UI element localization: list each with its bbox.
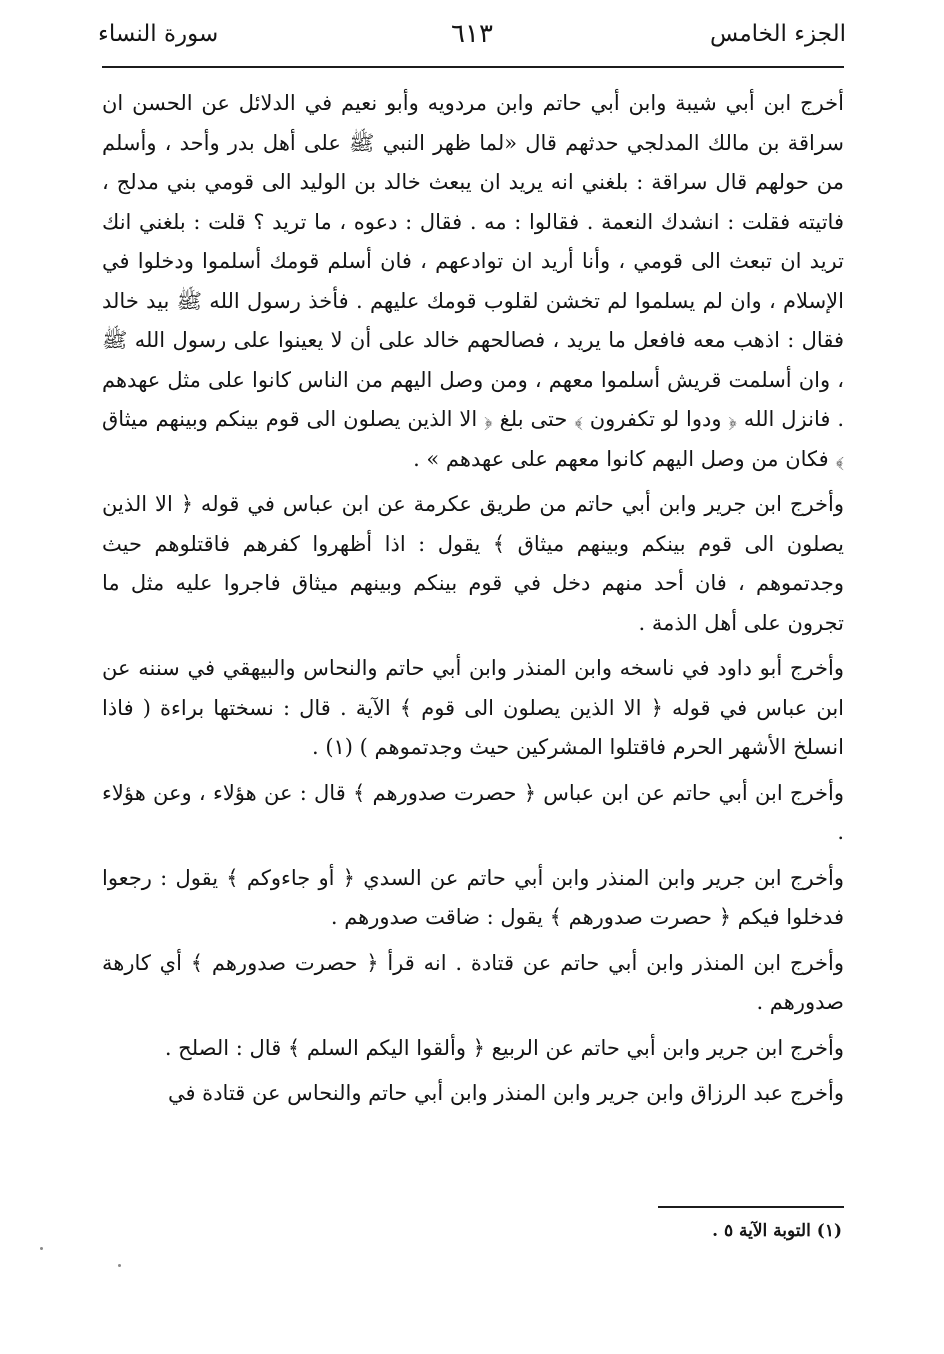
part-title: الجزء الخامس xyxy=(710,21,846,47)
paragraph: أخرج ابن أبي شيبة وابن أبي حاتم وابن مردويه وأبو نعيم في الدلائل عن الحسن ان سراقة بن مالك المدلجي حدثهم قال «لما ظهر النبي ﷺ على أهل بدر وأحد ، وأسلم من حولهم قال سراقة : بلغني انه يريد ان يبعث خالد بن الوليد الى قومي بني مدلج ، فاتيته فقلت : انشدك النعمة . فقالوا : مه . فقال : دعوه ، ما تريد ؟ قلت : بلغني انك تريد ان تبعث الى قومي ، وأنا أريد ان توادعهم ، فان أسلم قومك أسلموا ودخلوا في الإسلام ، وان لم يسلموا لم تخشن لقلوب قومك عليهم . فأخذ رسول الله ﷺ بيد خالد فقال : اذهب معه فافعل ما يريد ، فصالحهم خالد على أن لا يعينوا على رسول الله ﷺ ، وان أسلمت قريش أسلموا معهم ، ومن وصل اليهم من الناس كانوا على مثل عهدهم . فانزل الله ﴿ ودوا لو تكفرون ﴾ حتى بلغ ﴿ الا الذين يصلون الى قوم بينكم وبينهم ميثاق ﴾ فكان من وصل اليهم كانوا معهم على عهدهم » . xyxy=(102,91,844,471)
header-divider xyxy=(102,66,844,68)
scan-speck xyxy=(40,1247,43,1250)
paragraph: وأخرج ابن جرير وابن أبي حاتم عن الربيع ﴿ وألقوا اليكم السلم ﴾ قال : الصلح . xyxy=(164,1035,844,1060)
scan-speck xyxy=(118,1264,121,1267)
paragraph: وأخرج ابن المنذر وابن أبي حاتم عن قتادة . انه قرأ ﴿ حصرت صدورهم ﴾ أي كارهة صدورهم . xyxy=(102,950,844,1014)
paragraph: وأخرج ابن جرير وابن أبي حاتم من طريق عكرمة عن ابن عباس في قوله ﴿ الا الذين يصلون الى قوم بينكم وبينهم ميثاق ﴾ يقول : اذا أظهروا كفرهم فاقتلوهم حيث وجدتموهم ، فان أحد منهم دخل في قوم بينكم وبينهم ميثاق فاجروا عليه مثل ما تجرون على أهل الذمة . xyxy=(102,492,844,635)
main-text xyxy=(102,84,844,1120)
paragraph: وأخرج أبو داود في ناسخه وابن المنذر وابن أبي حاتم والنحاس والبيهقي في سننه عن ابن عباس في قوله ﴿ الا الذين يصلون الى قوم ﴾ الآية . قال : نسختها براءة ( فاذا انسلخ الأشهر الحرم فاقتلوا المشركين حيث وجدتموهم ) (١) . xyxy=(102,656,844,759)
paragraph: وأخرج ابن أبي حاتم عن ابن عباس ﴿ حصرت صدورهم ﴾ قال : عن هؤلاء ، وعن هؤلاء . xyxy=(102,780,844,844)
footnote-divider xyxy=(658,1206,844,1208)
footnote: (١) التوبة الآية ٥ . xyxy=(712,1221,842,1241)
paragraph: وأخرج ابن جرير وابن المنذر وابن أبي حاتم عن السدي ﴿ أو جاءوكم ﴾ يقول : رجعوا فدخلوا فيكم ﴿ حصرت صدورهم ﴾ يقول : ضاقت صدورهم . xyxy=(102,865,844,929)
paragraph: وأخرج عبد الرزاق وابن جرير وابن المنذر وابن أبي حاتم والنحاس عن قتادة في xyxy=(167,1081,844,1105)
running-header xyxy=(98,14,846,60)
page-number: ٦١٣ xyxy=(451,19,493,49)
surah-title: سورة النساء xyxy=(98,21,219,47)
